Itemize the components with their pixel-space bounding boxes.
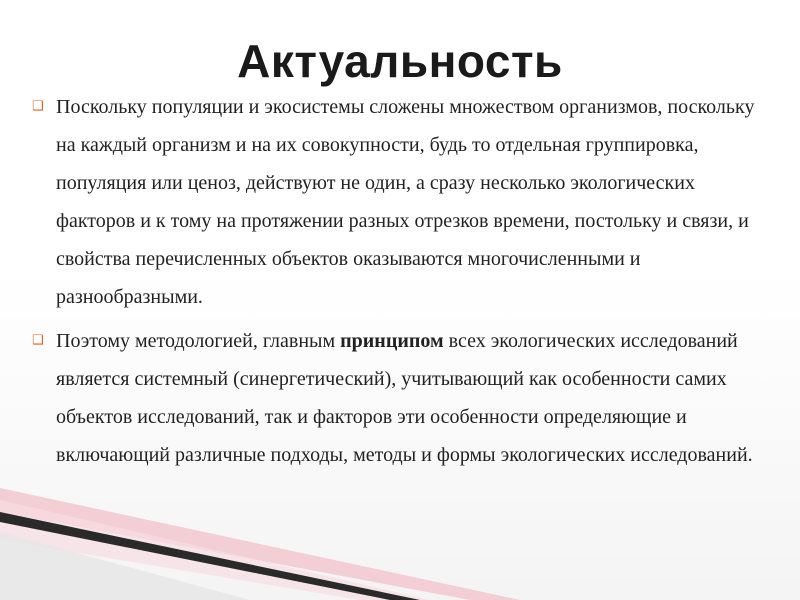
bullet-text-2 (56, 330, 753, 466)
ribbon-gray (0, 532, 250, 600)
bullet-text-2-start: Поэтому методологией, главным (56, 330, 341, 352)
ribbon-pink (0, 488, 520, 600)
bullet-item-2 (32, 322, 768, 474)
bullet-arrow-icon: ❑ (32, 333, 44, 348)
ribbon-light-pink (0, 500, 430, 600)
ribbon-dark (0, 512, 420, 600)
bullet-item-1 (32, 88, 768, 316)
bullet-text-2-end: всех экологических исследований является системный (синергетический), учитывающий как особенности самих объектов исследований, так и факторов эти особенности определяющие и включающий различные подходы, методы и формы экологических исследований. (56, 330, 753, 466)
bullet-text-1: Поскольку популяции и экосистемы сложены множеством организмов, поскольку на каждый организм и на их совокупности, будь то отдельная группировка, популяция или ценоз, действуют не один, а сразу несколько экологических факторов и к тому на протяжении разных отрезков времени, постольку и связи, и свойства перечисленных объектов оказываются многочисленными и разнообразными. (56, 96, 755, 308)
bullet-arrow-icon: ❑ (32, 99, 44, 114)
bullet-text-2-bold: принципом (340, 330, 444, 352)
slide-title: Актуальность (237, 35, 563, 87)
bullet-list (32, 88, 768, 480)
